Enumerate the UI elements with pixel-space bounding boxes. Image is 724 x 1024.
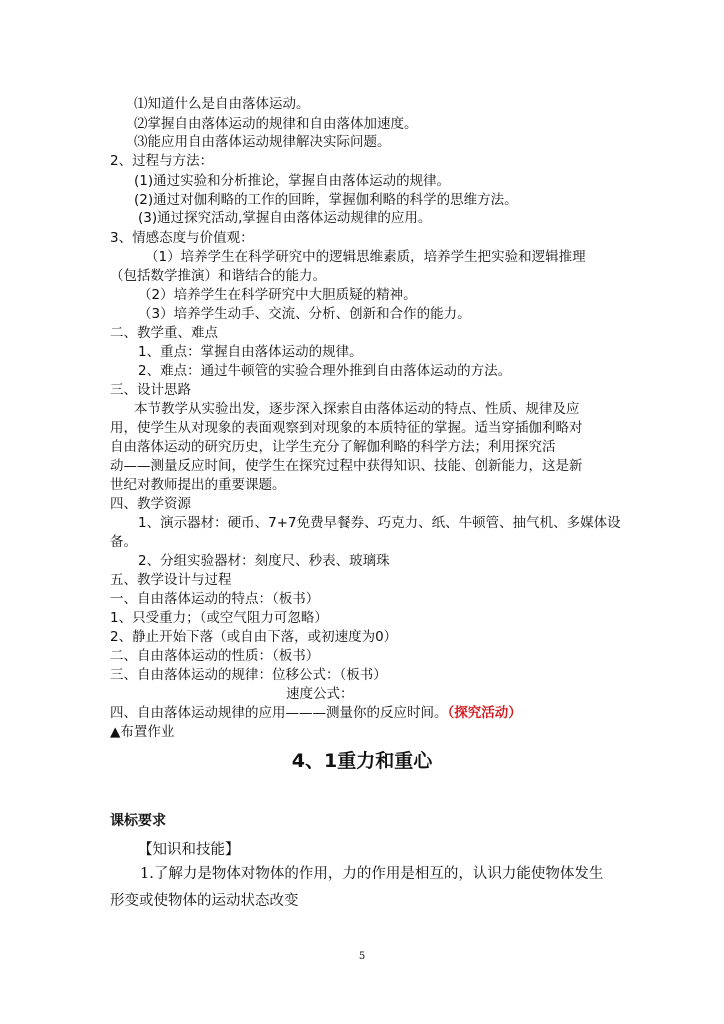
- body-line: 1、演示器材：硬币、7+7免费早餐券、巧克力、纸、牛顿管、抽气机、多媒体设: [138, 515, 621, 531]
- subheading: 课标要求: [110, 813, 166, 829]
- objective-line: （包括数学推演）和谐结合的能力。: [110, 268, 326, 284]
- bracket-label: 【知识和技能】: [138, 842, 240, 858]
- body-line: 自由落体运动的研究历史，让学生充分了解伽利略的科学方法；利用探究活: [110, 439, 556, 455]
- body-line: 1、只受重力；（或空气阻力可忽略）: [110, 610, 328, 626]
- objective-line: （3）培养学生动手、交流、分析、创新和合作的能力。: [138, 306, 471, 322]
- body-line-text: 四、自由落体运动规律的应用———测量你的反应时间。: [110, 705, 448, 721]
- page-number: 5: [358, 951, 366, 962]
- objective-line: （2）培养学生在科学研究中大胆质疑的精神。: [138, 287, 417, 303]
- body-line: 二、自由落体运动的性质：（板书）: [110, 648, 320, 664]
- objective-line: ⑶能应用自由落体运动规律解决实际问题。: [134, 134, 391, 150]
- inquiry-activity-label: （探究活动）: [447, 705, 522, 721]
- body-line: 动——测量反应时间，使学生在探究过程中获得知识、技能、创新能力，这是新: [110, 458, 583, 474]
- objective-line: （1）培养学生在科学研究中的逻辑思维素质，培养学生把实验和逻辑推理: [145, 249, 586, 265]
- section-heading: 2、过程与方法：: [110, 153, 214, 169]
- objective-line: ⑵掌握自由落体运动的规律和自由落体加速度。: [134, 116, 418, 132]
- paragraph-line: 形变或使物体的运动状态改变: [110, 893, 299, 909]
- paragraph-line: 1.了解力是物体对物体的作用，力的作用是相互的，认识力能使物体发生: [140, 866, 604, 882]
- objective-line: (3)通过探究活动,掌握自由落体运动规律的应用。: [138, 210, 432, 226]
- body-line: 一、自由落体运动的特点：（板书）: [110, 591, 320, 607]
- body-line: 世纪对教师提出的重要课题。: [110, 477, 286, 493]
- section-heading: 三、设计思路: [110, 382, 191, 398]
- objective-line: (2)通过对伽利略的工作的回眸，掌握伽利略的科学的思维方法。: [134, 192, 518, 208]
- body-line: 用，使学生从对现象的表面观察到对现象的本质特征的掌握。适当穿插伽利略对: [110, 420, 583, 436]
- body-line: [110, 704, 522, 722]
- body-line: 2、分组实验器材：刻度尺、秒表、玻璃珠: [138, 553, 390, 569]
- body-line: 备。: [110, 534, 137, 550]
- body-line: 2、静止开始下落（或自由下落，或初速度为0）: [110, 629, 398, 645]
- body-line: 速度公式：: [286, 686, 354, 702]
- section-heading: 四、教学资源: [110, 496, 191, 512]
- body-line: 1、重点：掌握自由落体运动的规律。: [138, 344, 363, 360]
- objective-line: ⑴知道什么是自由落体运动。: [134, 96, 310, 112]
- homework-line: ▲布置作业: [110, 724, 175, 740]
- section-title: 4、1重力和重心: [291, 750, 433, 772]
- section-heading: 二、教学重、难点: [110, 325, 218, 341]
- body-line: 2、难点：通过牛顿管的实验合理外推到自由落体运动的方法。: [138, 363, 512, 379]
- objective-line: (1)通过实验和分析推论，掌握自由落体运动的规律。: [134, 173, 451, 189]
- body-line: 本节教学从实验出发，逐步深入探索自由落体运动的特点、性质、规律及应: [134, 401, 580, 417]
- section-heading: 3、情感态度与价值观：: [110, 230, 254, 246]
- body-line: 三、自由落体运动的规律：位移公式：（板书）: [110, 667, 387, 683]
- section-heading: 五、教学设计与过程: [110, 572, 232, 588]
